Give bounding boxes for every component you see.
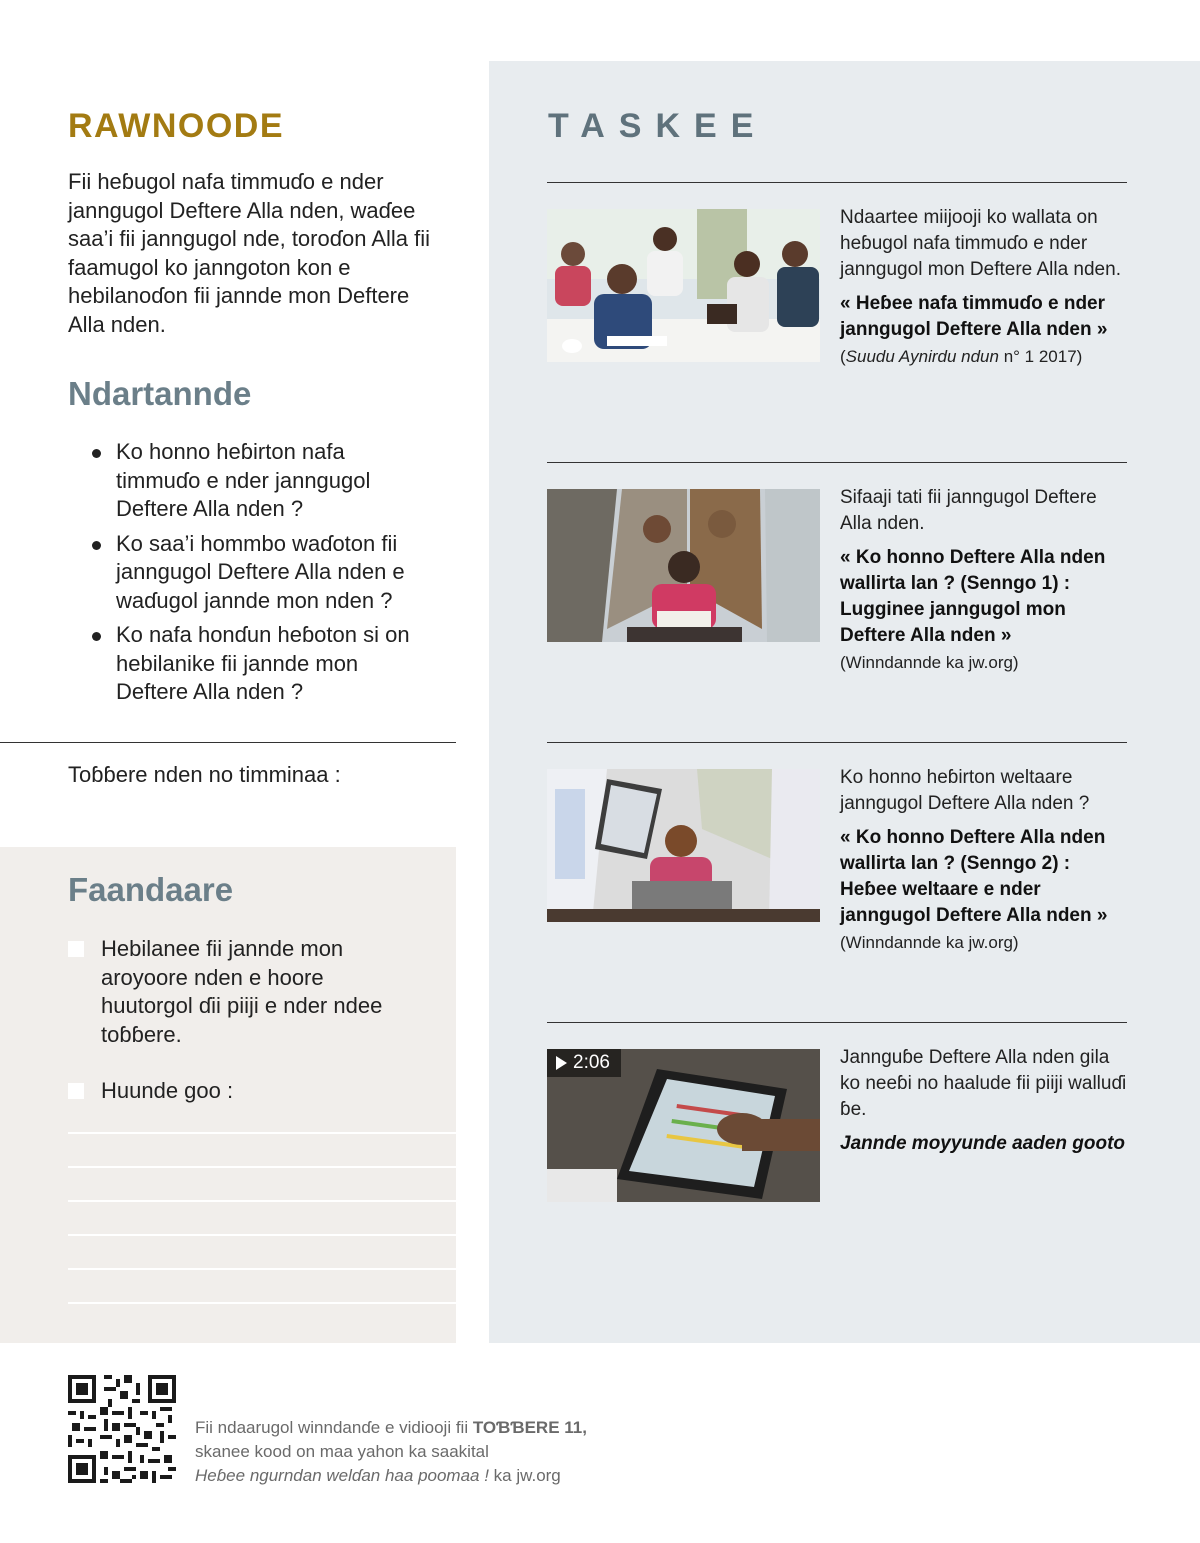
video-duration-badge	[547, 1049, 621, 1077]
review-question	[92, 530, 432, 616]
resource-description: Ndaartee miijooji ko wallata on heɓugol nafa timmuɗo e nder janngugol mon Deftere Alla nden.	[840, 207, 1121, 280]
goal-checkbox-2[interactable]	[68, 1083, 84, 1099]
resource-title-link[interactable]: « Heɓee nafa timmuɗo e nder janngugol Deftere Alla nden »	[840, 293, 1108, 340]
resource-text-2	[840, 485, 1130, 675]
qr-code[interactable]	[68, 1375, 176, 1483]
review-question-text: Ko saa’i hommbo waɗoton fii janngugol Deftere Alla nden e waɗugol jannde mon nden ?	[116, 530, 405, 613]
goal-1-text: Hebilanee fii jannde mon aroyoore nden e hoore huutorgol ɗii piiji e nder ndee toɓɓere.	[101, 936, 383, 1047]
video-thumbnail[interactable]	[547, 1049, 820, 1202]
resource-divider	[547, 742, 1127, 743]
faandaare-heading: Faandaare	[68, 871, 234, 908]
write-line[interactable]	[68, 1268, 456, 1270]
video-duration: 2:06	[573, 1052, 610, 1073]
resource-source: (Suudu Aynirdu ndun n° 1 2017)	[840, 347, 1083, 366]
resource-thumbnail-1[interactable]	[547, 209, 820, 362]
ndartannde-heading: Ndartannde	[68, 375, 252, 412]
review-question	[92, 438, 432, 524]
resource-description: Jannguɓe Deftere Alla nden gila ko neeɓi no haalude fii piiji walluɗi ɓe.	[840, 1047, 1127, 1120]
resource-title-link[interactable]: « Ko honno Deftere Alla nden wallirta lan ? (Senngo 1) : Lugginee janngugol mon Deftere Alla nden »	[840, 547, 1106, 646]
review-questions-list	[92, 438, 432, 713]
resource-text-1	[840, 205, 1130, 369]
play-icon	[556, 1056, 567, 1070]
video-title-link[interactable]: Jannde moyyunde aaden gooto	[840, 1133, 1126, 1154]
resource-text-4	[840, 1045, 1130, 1157]
taskee-heading: TASKEE	[548, 107, 768, 145]
bullet-icon	[92, 541, 101, 550]
resource-text-3	[840, 765, 1130, 955]
resource-thumbnail-2[interactable]	[547, 489, 820, 642]
review-question	[92, 621, 432, 707]
resource-title-link[interactable]: « Ko honno Deftere Alla nden wallirta lan ? (Senngo 2) : Heɓee weltaare e nder janngugol Deftere Alla nden »	[840, 827, 1108, 926]
review-question-text: Ko honno heɓirton nafa timmuɗo e nder janngugol Deftere Alla nden ?	[116, 439, 371, 521]
resource-thumbnail-3[interactable]	[547, 769, 820, 922]
girl-studying-image	[547, 769, 820, 922]
rawnoode-paragraph: Fii heɓugol nafa timmuɗo e nder janngugol Deftere Alla nden, waɗee saa’i fii janngugol nde, toroɗon Alla fii faamugol ko janngoton kon e hebilanoɗon fii jannde mon Deftere Alla nden.	[68, 169, 431, 337]
goal-checkbox-1[interactable]	[68, 941, 84, 957]
resource-source: (Winndannde ka jw.org)	[840, 653, 1019, 672]
write-line[interactable]	[68, 1302, 456, 1304]
review-question-text: Ko nafa honɗun heɓoton si on hebilanike fii jannde mon Deftere Alla nden ?	[116, 622, 410, 704]
resource-divider	[547, 1022, 1127, 1023]
bullet-icon	[92, 449, 101, 458]
resource-divider	[547, 462, 1127, 463]
bullet-icon	[92, 632, 101, 641]
resource-description: Sifaaji tati fii janngugol Deftere Alla nden.	[840, 487, 1097, 534]
resource-divider	[547, 182, 1127, 183]
footer-link-text[interactable]: Heɓee ngurndan welɗan haa poomaa !	[195, 1466, 489, 1485]
girl-reading-bible-image	[547, 489, 820, 642]
write-line[interactable]	[68, 1132, 456, 1134]
write-line[interactable]	[68, 1166, 456, 1168]
goal-2-text: Huunde goo :	[101, 1078, 234, 1103]
footer-note: Fii ndaarugol winndanɗe e vidiooji fii TOƁƁERE 11, skanee kood on maa yahon ka saakital Heɓee ngurndan welɗan haa poomaa ! ka jw.org	[195, 1418, 587, 1485]
resource-source: (Winndannde ka jw.org)	[840, 933, 1019, 952]
rawnoode-heading: RAWNOODE	[68, 107, 284, 145]
people-reading-image	[547, 209, 820, 362]
write-line[interactable]	[68, 1234, 456, 1236]
next-visit-label: Toɓɓere nden no timminaa :	[68, 762, 341, 787]
resource-description: Ko honno heɓirton weltaare janngugol Deftere Alla nden ?	[840, 767, 1090, 814]
write-line[interactable]	[68, 1200, 456, 1202]
section-divider	[0, 742, 456, 743]
